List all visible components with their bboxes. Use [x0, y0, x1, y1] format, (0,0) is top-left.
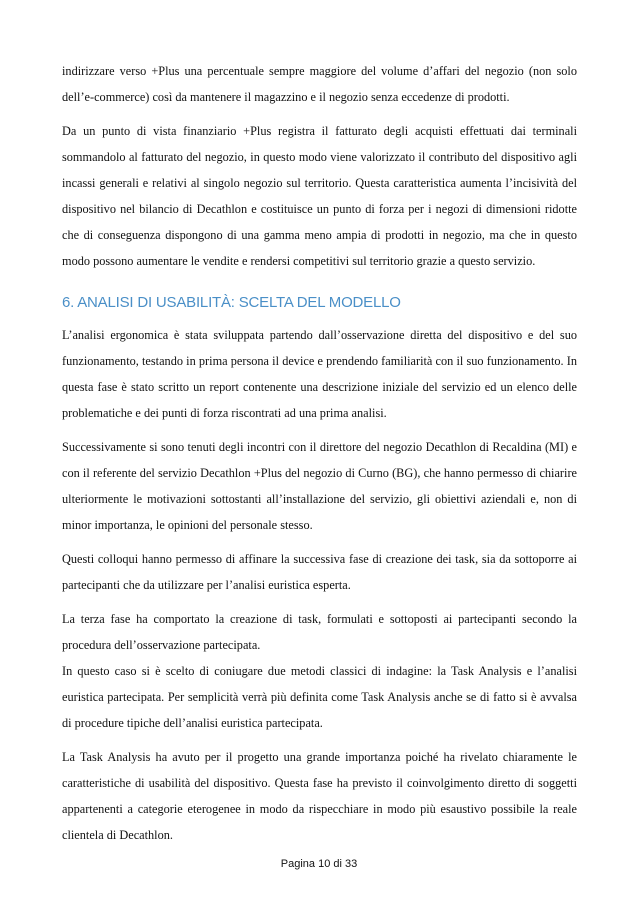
paragraph: La Task Analysis ha avuto per il progetto una grande importanza poiché ha rivelato chiaramente le caratteristiche di usabilità del dispositivo. Questa fase ha previsto il coinvolgimento diretto di soggetti appartenenti a categorie eterogenee in modo da rispecchiare in modo più esaustivo possibile la reale clientela di Decathlon. — [62, 750, 577, 842]
paragraph: indirizzare verso +Plus una percentuale sempre maggiore del volume d’affari del negozio (non solo dell’e-commerce) così da mantenere il magazzino e il negozio senza eccedenze di prodotti. — [62, 64, 577, 104]
paragraph: L’analisi ergonomica è stata sviluppata partendo dall’osservazione diretta del dispositivo e del suo funzionamento, testando in prima persona il device e prendendo familiarità con il suo funzionamento. In questa fase è stato scritto un report contenente una descrizione iniziale del servizio ed un elenco delle problematiche e dei punti di forza riscontrati ad una prima analisi. — [62, 328, 577, 420]
paragraph: In questo caso si è scelto di coniugare due metodi classici di indagine: la Task Analysis e l’analisi euristica partecipata. Per semplicità verrà più definita come Task Analysis anche se di fatto si è avvalsa di procedure tipiche dell’analisi euristica partecipata. — [62, 664, 577, 730]
section-heading: 6. ANALISI DI USABILITÀ: SCELTA DEL MODELLO — [62, 294, 401, 311]
paragraph: Questi colloqui hanno permesso di affinare la successiva fase di creazione dei task, sia da sottoporre ai partecipanti che da utilizzare per l’analisi euristica esperta. — [62, 552, 577, 592]
paragraph: Da un punto di vista finanziario +Plus registra il fatturato degli acquisti effettuati dai terminali sommandolo al fatturato del negozio, in questo modo viene valorizzato il contributo del dispositivo agli incassi generali e relativi al singolo negozio sul territorio. Questa caratteristica aumenta l’incisività del dispositivo nel bilancio di Decathlon e costituisce un punto di forza per i negozi di dimensioni ridotte che di conseguenza dispongono di una gamma meno ampia di prodotti in negozio, ma che in questo modo possono aumentare le vendite e rendersi competitivi sul territorio grazie a questo servizio. — [62, 124, 577, 268]
paragraph: La terza fase ha comportato la creazione di task, formulati e sottoposti ai partecipanti secondo la procedura dell’osservazione partecipata. — [62, 612, 577, 652]
paragraph: Successivamente si sono tenuti degli incontri con il direttore del negozio Decathlon di Recaldina (MI) e con il referente del servizio Decathlon +Plus del negozio di Curno (BG), che hanno permesso di chiarire ulteriormente le motivazioni sottostanti all’installazione del servizio, gli obiettivi aziendali e, non di minor importanza, le opinioni del personale stesso. — [62, 440, 577, 532]
page-number: Pagina 10 di 33 — [280, 858, 358, 870]
document-page — [62, 58, 577, 856]
